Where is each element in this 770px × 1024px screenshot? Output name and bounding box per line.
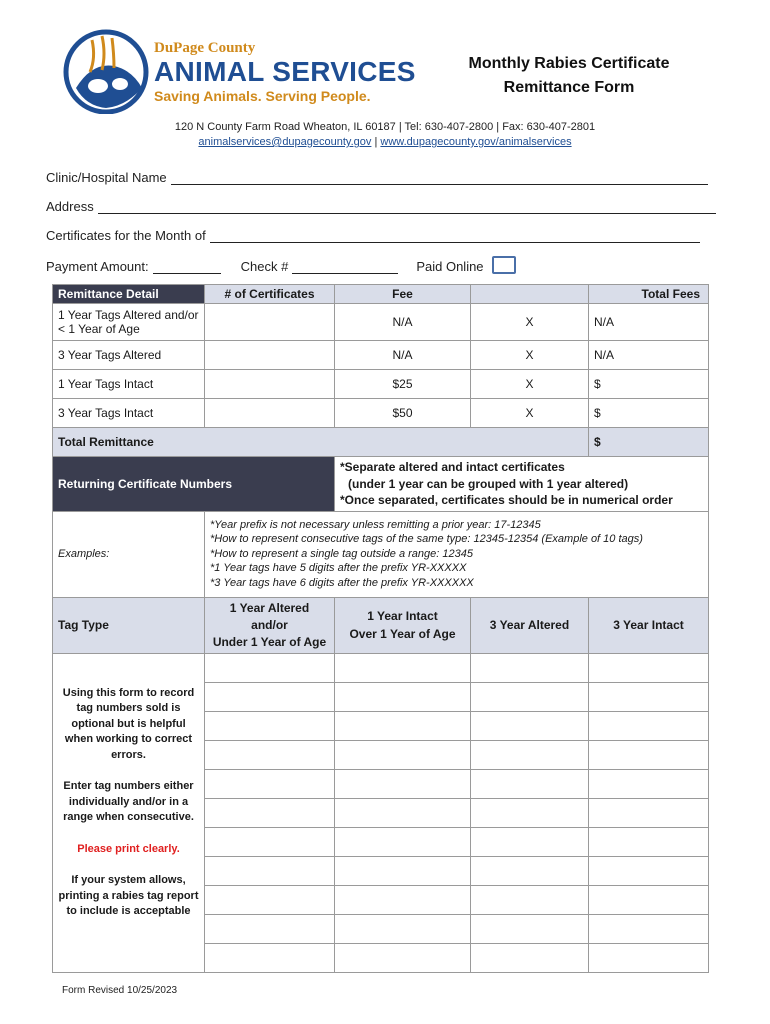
clinic-label: Clinic/Hospital Name [46, 170, 167, 185]
address-field-row [46, 199, 716, 214]
fee-cell: $25 [335, 370, 471, 399]
tag-entry-cell[interactable] [471, 740, 589, 769]
contact-links [0, 135, 770, 150]
page-header [62, 28, 722, 118]
example-line: *Year prefix is not necessary unless remitting a prior year: 17-12345 [210, 518, 541, 531]
tag-entry-row [53, 653, 709, 682]
returning-note-1: *Separate altered and intact certificates [340, 460, 565, 474]
tag-entry-cell[interactable] [589, 943, 709, 972]
tag-entry-cell[interactable] [335, 682, 471, 711]
returning-notes [335, 457, 709, 512]
certificates-count-cell[interactable] [205, 341, 335, 370]
row-label: 3 Year Tags Altered [53, 341, 205, 370]
tag-entry-cell[interactable] [205, 653, 335, 682]
tag-entry-cell[interactable] [335, 827, 471, 856]
instruction-range: Enter tag numbers either individually and/or in a range when consecutive. [63, 780, 194, 823]
multiplier-cell: X [471, 370, 589, 399]
tag-entry-cell[interactable] [589, 653, 709, 682]
returning-note-2: (under 1 year can be grouped with 1 year altered) [348, 476, 629, 491]
col-1-year-altered [205, 597, 335, 653]
total-remittance-value[interactable]: $ [589, 428, 709, 457]
tag-entry-cell[interactable] [205, 827, 335, 856]
example-line: *How to represent a single tag outside a range: 12345 [210, 547, 473, 560]
form-title-line2: Remittance Form [503, 79, 635, 96]
tag-entry-cell[interactable] [471, 827, 589, 856]
header-num-certificates: # of Certificates [205, 285, 335, 304]
multiplier-cell: X [471, 341, 589, 370]
table-row [53, 370, 709, 399]
example-line: *How to represent consecutive tags of the same type: 12345-12354 (Example of 10 tags) [210, 533, 643, 546]
instruction-optional: Using this form to record tag numbers sold is optional but is helpful when working to correct errors. [62, 686, 195, 761]
tag-entry-cell[interactable] [335, 711, 471, 740]
tag-entry-cell[interactable] [335, 740, 471, 769]
payment-field-row [46, 256, 516, 274]
tag-entry-cell[interactable] [205, 740, 335, 769]
tag-entry-cell[interactable] [335, 943, 471, 972]
header-remittance-detail: Remittance Detail [53, 285, 205, 304]
tag-entry-cell[interactable] [589, 798, 709, 827]
table-row [53, 341, 709, 370]
logo-county-text: DuPage County [154, 40, 256, 56]
total-cell: N/A [589, 341, 709, 370]
returning-certificates-label: Returning Certificate Numbers [53, 457, 335, 512]
tag-entry-cell[interactable] [205, 885, 335, 914]
fee-cell: N/A [335, 341, 471, 370]
tag-entry-cell[interactable] [471, 798, 589, 827]
tag-entry-cell[interactable] [471, 885, 589, 914]
clinic-name-input[interactable] [171, 171, 708, 185]
tag-entry-cell[interactable] [205, 943, 335, 972]
example-line: *3 Year tags have 6 digits after the prefix YR-XXXXXX [210, 576, 474, 589]
fee-cell: N/A [335, 304, 471, 341]
tag-type-header-row [53, 597, 709, 653]
col-1-year-altered-line2: and/or [251, 617, 288, 632]
payment-label: Payment Amount: [46, 259, 149, 274]
example-line: *1 Year tags have 5 digits after the prefix YR-XXXXX [210, 562, 467, 575]
col-1-year-altered-line1: 1 Year Altered [229, 600, 310, 615]
fee-cell: $50 [335, 399, 471, 428]
multiplier-cell: X [471, 399, 589, 428]
tag-entry-cell[interactable] [205, 682, 335, 711]
certificates-count-cell[interactable] [205, 370, 335, 399]
tag-type-label: Tag Type [53, 597, 205, 653]
remittance-header-row [53, 285, 709, 304]
logo-emblem-icon [62, 28, 152, 114]
row-label: 3 Year Tags Intact [53, 399, 205, 428]
table-row [53, 304, 709, 341]
month-label: Certificates for the Month of [46, 228, 206, 243]
examples-label: Examples: [53, 511, 205, 597]
tag-entry-cell[interactable] [205, 914, 335, 943]
total-remittance-label: Total Remittance [53, 428, 589, 457]
col-3-year-intact: 3 Year Intact [589, 597, 709, 653]
month-field-row [46, 228, 700, 243]
tag-entry-cell[interactable] [205, 856, 335, 885]
tag-entry-cell[interactable] [589, 682, 709, 711]
tag-entry-cell[interactable] [471, 711, 589, 740]
clinic-field-row [46, 170, 708, 185]
row-label: 1 Year Tags Intact [53, 370, 205, 399]
contact-address: 120 N County Farm Road Wheaton, IL 60187 | Tel: 630-407-2800 | Fax: 630-407-2801 [174, 121, 596, 133]
check-label: Check # [240, 259, 289, 274]
certificates-count-cell[interactable] [205, 399, 335, 428]
tag-entry-cell[interactable] [335, 769, 471, 798]
form-title [434, 52, 704, 100]
instruction-print-clearly: Please print clearly. [77, 842, 180, 855]
total-cell[interactable]: $ [589, 370, 709, 399]
tag-entry-cell[interactable] [335, 653, 471, 682]
total-cell: N/A [589, 304, 709, 341]
tag-entry-cell[interactable] [589, 914, 709, 943]
tag-entry-cell[interactable] [205, 711, 335, 740]
col-1-year-intact-line1: 1 Year Intact [367, 609, 438, 623]
payment-amount-input[interactable] [153, 260, 221, 274]
logo-org-text: ANIMAL SERVICES [154, 56, 416, 87]
address-label: Address [46, 199, 94, 214]
row-label: 1 Year Tags Altered and/or < 1 Year of Age [53, 304, 205, 341]
tag-entry-cell[interactable] [589, 856, 709, 885]
tag-entry-cell[interactable] [589, 769, 709, 798]
tag-entry-cell[interactable] [589, 827, 709, 856]
tag-instructions [53, 653, 205, 972]
total-remittance-row [53, 428, 709, 457]
header-fee: Fee [335, 285, 471, 304]
check-number-input[interactable] [292, 260, 398, 274]
col-1-year-intact [335, 597, 471, 653]
tag-entry-cell[interactable] [471, 682, 589, 711]
tag-entry-cell[interactable] [335, 885, 471, 914]
contact-info [0, 120, 770, 150]
logo-tagline: Saving Animals. Serving People. [154, 88, 371, 104]
tag-entry-cell[interactable] [471, 653, 589, 682]
paid-online-label: Paid Online [416, 259, 484, 274]
email-link[interactable]: animalservices@dupagecounty.gov [198, 136, 372, 148]
header-multiplier [471, 285, 589, 304]
returning-certificates-row [53, 457, 709, 512]
link-separator: | [374, 136, 378, 148]
instruction-report: If your system allows, printing a rabies tag report to include is acceptable [58, 874, 199, 917]
form-title-line1: Monthly Rabies Certificate [468, 55, 670, 72]
table-row [53, 399, 709, 428]
tag-entry-cell[interactable] [471, 943, 589, 972]
address-input[interactable] [98, 200, 716, 214]
month-input[interactable] [210, 229, 700, 243]
tag-entry-cell[interactable] [471, 769, 589, 798]
certificates-count-cell[interactable] [205, 304, 335, 341]
tag-entry-cell[interactable] [335, 856, 471, 885]
col-1-year-intact-line2: Over 1 Year of Age [349, 627, 456, 641]
tag-entry-cell[interactable] [205, 798, 335, 827]
tag-entry-cell[interactable] [589, 740, 709, 769]
form-revised-footer: Form Revised 10/25/2023 [62, 985, 178, 996]
examples-list [205, 511, 709, 597]
tag-entry-cell[interactable] [335, 798, 471, 827]
tag-entry-cell[interactable] [589, 711, 709, 740]
multiplier-cell: X [471, 304, 589, 341]
website-link[interactable]: www.dupagecounty.gov/animalservices [380, 136, 572, 148]
col-3-year-altered: 3 Year Altered [471, 597, 589, 653]
paid-online-checkbox[interactable] [492, 256, 516, 274]
tag-entry-cell[interactable] [205, 769, 335, 798]
header-total-fees: Total Fees [589, 285, 709, 304]
examples-row [53, 511, 709, 597]
tag-entry-cell[interactable] [589, 885, 709, 914]
dupage-animal-services-logo [62, 28, 422, 114]
returning-note-3: *Once separated, certificates should be in numerical order [340, 493, 673, 507]
tag-entry-cell[interactable] [471, 856, 589, 885]
remittance-table [52, 284, 709, 973]
tag-entry-cell[interactable] [471, 914, 589, 943]
tag-entry-cell[interactable] [335, 914, 471, 943]
total-cell[interactable]: $ [589, 399, 709, 428]
col-1-year-altered-line3: Under 1 Year of Age [212, 634, 327, 649]
